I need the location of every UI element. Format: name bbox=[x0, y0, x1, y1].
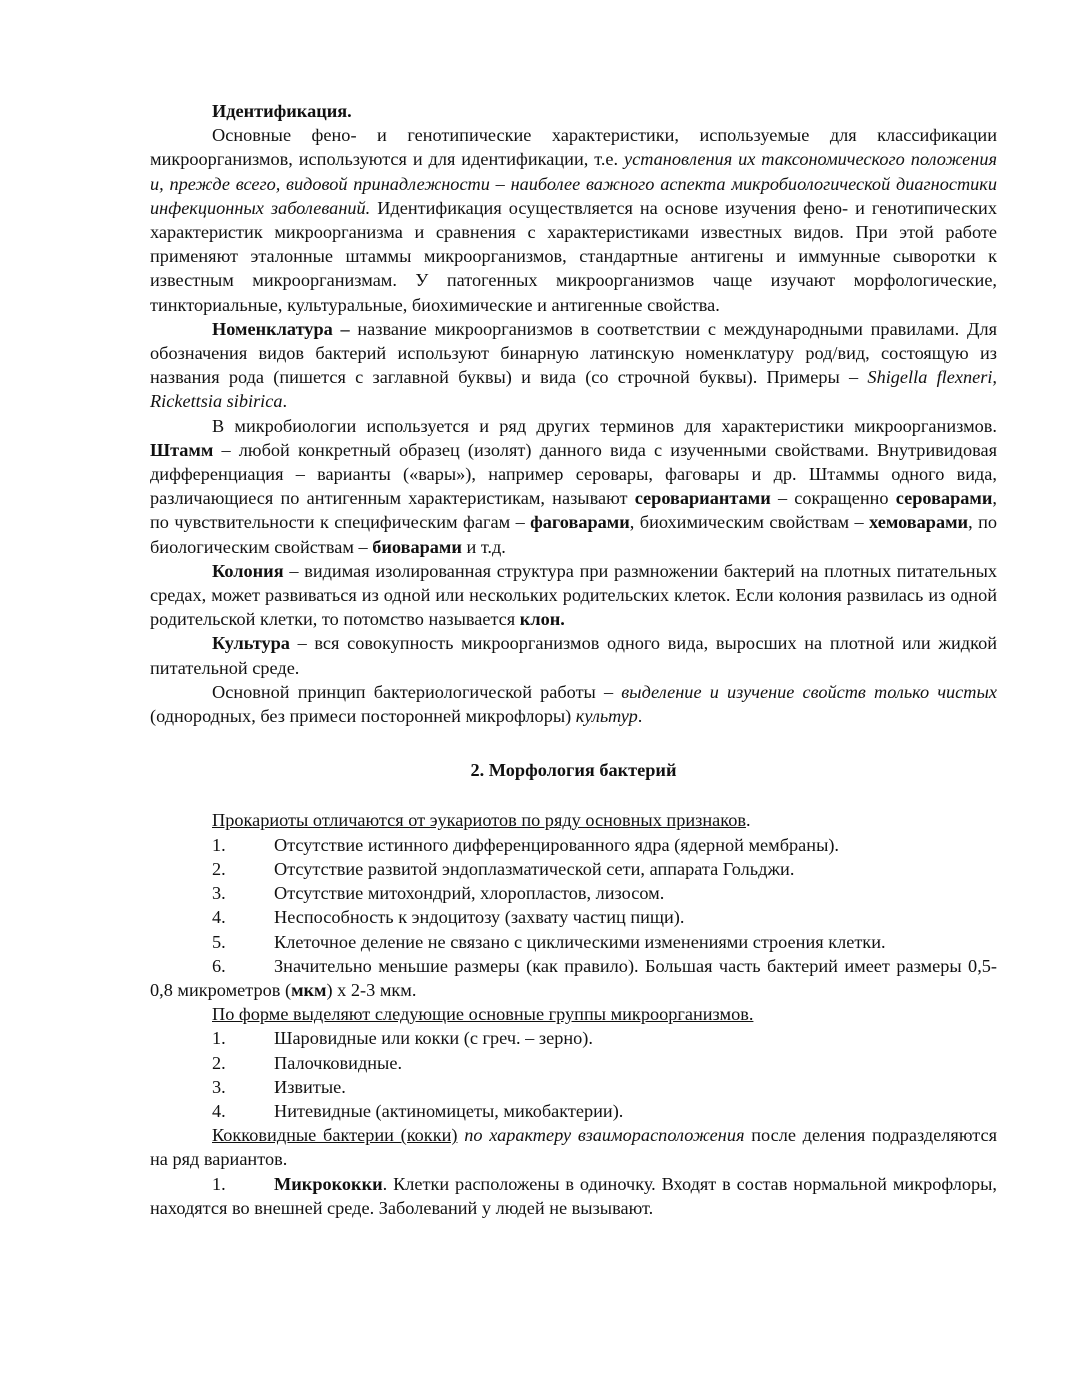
identification-paragraph bbox=[150, 123, 997, 317]
list-item-text: Отсутствие митохондрий, хлоропластов, лизосом. bbox=[274, 883, 665, 904]
nomenclature-term: Номенклатура – bbox=[212, 318, 350, 339]
form-list bbox=[150, 1026, 997, 1123]
colony-term: Колония bbox=[212, 560, 284, 581]
prok6-text-a: Значительно меньшие размеры (как правило). Большая часть бактерий имеет размеры 0,5-0,8 микрометров ( bbox=[150, 955, 997, 1000]
colony-text: – видимая изолированная структура при размножении бактерий на плотных питательных средах, может развиваться из одной или нескольких родительских клеток. Если колония развилась из одной родительской клетки, то потомство называется bbox=[150, 560, 997, 630]
form-intro-underlined: По форме выделяют следующие основные группы микроорганизмов. bbox=[212, 1004, 754, 1025]
ident-text-italic: установления их таксономического положения и, прежде всего, видовой принадлежности – наиболее важного аспекта микробиологической диагностики инфекционных заболеваний. bbox=[150, 149, 997, 218]
nomenclature-text-a: название микроорганизмов в соответствии с международными правилами. Для обозначения видов бактерий используют бинарную латинскую номенклатуру род/вид, состоящую из названия рода (пишется с заглавной буквы) и вида (со строчной буквы). Примеры – bbox=[150, 318, 998, 388]
prok6-unit: мкм bbox=[291, 979, 327, 1000]
nomenclature-text-b: . bbox=[282, 391, 288, 412]
prokaryotes-item bbox=[150, 905, 997, 929]
ident-text-a: Основные фено- и генотипические характеристики, используемые для классификации микроорганизмов, используются и для идентификации, т.е. bbox=[150, 125, 997, 170]
list-number: 4. bbox=[212, 1100, 226, 1121]
cocci-underlined: Кокковидные бактерии (кокки) bbox=[212, 1125, 458, 1146]
cocci-text: после деления подразделяются на ряд вариантов. bbox=[150, 1125, 997, 1170]
list-item-text: Отсутствие истинного дифференцированного ядра (ядерной мембраны). bbox=[274, 834, 840, 855]
culture-text: – вся совокупность микроорганизмов одного вида, выросших на плотной или жидкой питательной среде. bbox=[150, 633, 997, 678]
prokaryotes-item bbox=[150, 881, 997, 905]
form-item bbox=[150, 1051, 997, 1075]
chemovars-term: хемоварами bbox=[869, 512, 969, 533]
prokaryotes-item bbox=[150, 857, 997, 881]
biovars-term: биоварами bbox=[372, 536, 462, 557]
document-page bbox=[150, 99, 997, 1220]
prok6-text-c: ) х 2-3 мкм. bbox=[326, 979, 417, 1000]
identification-title: Идентификация. bbox=[212, 101, 352, 121]
list-item-text: Неспособность к эндоцитозу (захвату частиц пищи). bbox=[274, 907, 685, 928]
strain-text-2: – любой конкретный образец (изолят) данного вида с изученными свойствами. Внутривидовая дифференциация – варианты («вары»), например серовары, фаговары и др. Штаммы одного вида, различающиеся по антигенным характеристикам, называют bbox=[150, 439, 997, 509]
principle-text-1: Основной принцип бактериологической работы – bbox=[212, 681, 622, 702]
prokaryotes-intro bbox=[150, 808, 997, 832]
culture-term: Культура bbox=[212, 633, 290, 654]
micrococci-term: Микрококки bbox=[274, 1173, 383, 1194]
strain-text-7: и т.д. bbox=[461, 536, 506, 557]
serovars-term: сероварами bbox=[895, 488, 993, 509]
list-number: 5. bbox=[212, 931, 226, 952]
prokaryotes-item bbox=[150, 930, 997, 954]
prokaryotes-intro-end: . bbox=[745, 810, 751, 831]
list-number: 6. bbox=[212, 955, 226, 976]
colony-paragraph bbox=[150, 559, 997, 632]
principle-text-3: . bbox=[637, 706, 643, 727]
list-item-text: Клеточное деление не связано с циклическими изменениями строения клетки. bbox=[274, 931, 886, 952]
strain-text-6: , по биологическим свойствам – bbox=[150, 512, 997, 557]
section-2-title: 2. Морфология бактерий bbox=[470, 760, 677, 781]
serovariants-term: серовариантами bbox=[634, 488, 771, 509]
list-item-text: Отсутствие развитой эндоплазматической сети, аппарата Гольджи. bbox=[274, 858, 795, 879]
form-item bbox=[150, 1075, 997, 1099]
prokaryotes-item-6 bbox=[150, 954, 997, 1002]
list-number: 1. bbox=[212, 1028, 226, 1049]
nomenclature-paragraph bbox=[150, 317, 997, 414]
list-number: 2. bbox=[212, 1052, 226, 1073]
strain-term: Штамм bbox=[150, 439, 214, 460]
principle-paragraph bbox=[150, 680, 997, 728]
clone-term: клон. bbox=[519, 609, 565, 630]
list-number: 4. bbox=[212, 907, 226, 928]
strain-text-5: , биохимическим свойствам – bbox=[629, 512, 870, 533]
strain-text-4: , по чувствительности к специфическим фагам – bbox=[150, 488, 997, 533]
list-item-text: Палочковидные. bbox=[274, 1052, 403, 1073]
list-number: 3. bbox=[212, 883, 226, 904]
list-item-text: Нитевидные (актиномицеты, микобактерии). bbox=[274, 1100, 624, 1121]
micrococci-text: . Клетки расположены в одиночку. Входят в состав нормальной микрофлоры, находятся во внешней среде. Заболеваний у людей не вызывают. bbox=[150, 1173, 997, 1218]
prokaryotes-item bbox=[150, 833, 997, 857]
strain-text-3: – сокращенно bbox=[770, 488, 896, 509]
list-number: 2. bbox=[212, 858, 226, 879]
micrococci-item bbox=[150, 1172, 997, 1220]
identification-heading bbox=[150, 99, 997, 123]
strain-paragraph bbox=[150, 414, 997, 559]
list-number: 1. bbox=[212, 1173, 226, 1194]
prokaryotes-intro-underlined: Прокариоты отличаются от эукариотов по ряду основных признаков bbox=[212, 810, 746, 831]
list-item-text: Извитые. bbox=[274, 1076, 346, 1097]
prokaryotes-list bbox=[150, 833, 997, 954]
list-number: 1. bbox=[212, 834, 226, 855]
principle-italic-2: культур bbox=[575, 706, 638, 727]
phagovars-term: фаговарами bbox=[530, 512, 630, 533]
ident-text-b: Идентификация осуществляется на основе изучения фено- и генотипических характеристик микроорганизма и сравнения с характеристиками известных видов. При этой работе применяют эталонные штаммы микроорганизмов, стандартные антигены и иммунные сыворотки к известным микроорганизмам. У патогенных микроорганизмов чаще изучают морфологические, тинкториальные, культуральные, биохимические и антигенные свойства. bbox=[150, 197, 997, 315]
form-item bbox=[150, 1099, 997, 1123]
form-item bbox=[150, 1026, 997, 1050]
principle-italic-1: выделение и изучение свойств только чистых bbox=[621, 681, 997, 702]
list-number: 3. bbox=[212, 1076, 226, 1097]
strain-text-1: В микробиологии используется и ряд других терминов для характеристики микроорганизмов. bbox=[212, 415, 997, 436]
form-intro bbox=[150, 1002, 997, 1026]
cocci-italic: по характеру взаиморасположения bbox=[464, 1125, 745, 1146]
nomenclature-examples: Shigella flexneri, Rickettsia sibirica bbox=[150, 367, 997, 412]
list-item-text: Шаровидные или кокки (с греч. – зерно). bbox=[274, 1028, 593, 1049]
principle-text-2: (однородных, без примеси посторонней микрофлоры) bbox=[150, 706, 576, 727]
culture-paragraph bbox=[150, 631, 997, 679]
cocci-paragraph bbox=[150, 1123, 997, 1171]
